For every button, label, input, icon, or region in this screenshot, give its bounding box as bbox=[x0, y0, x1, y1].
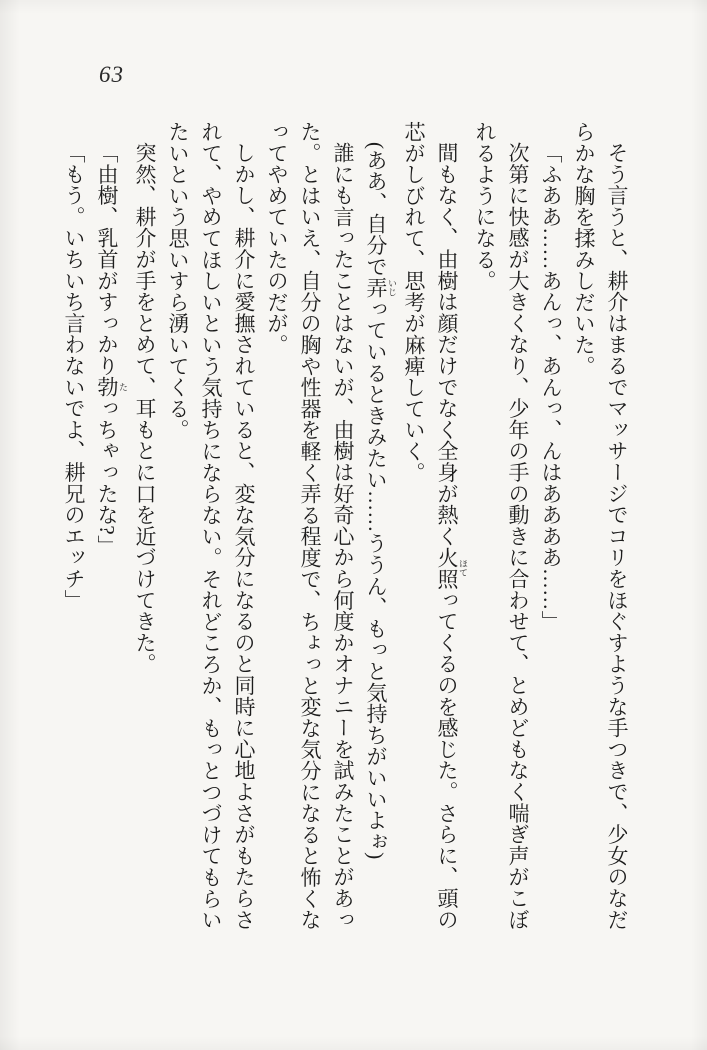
text-line: ってやめていたのだが。 bbox=[265, 121, 289, 356]
text-line: 誰にも言ったことはないが、由樹は好奇心から何度かオナニーを試みたことがあっ bbox=[331, 142, 355, 931]
ruby-annotated-word: 勃 た bbox=[95, 376, 128, 398]
ruby-annotated-word: 弄 いじ bbox=[364, 277, 397, 299]
text-line: 突然、耕介が手をとめて、耳もとに口を近づけてきた。 bbox=[133, 142, 157, 675]
vertical-text-block bbox=[62, 121, 633, 937]
text-line: れるようになる。 bbox=[473, 121, 497, 292]
text-line: れて、やめてほしいという気持ちにならない。それどころか、もっとつづけてもらい bbox=[199, 121, 223, 931]
text-line: たいという思いすら湧いてくる。 bbox=[166, 121, 190, 441]
text-line: (ああ、自分で弄 いじっているときみたい……ううん、もっと気持ちがいいよぉ) bbox=[364, 142, 397, 860]
text-line: そう言うと、耕介はまるでマッサージでコリをほぐすような手つきで、少女のなだ bbox=[605, 142, 629, 931]
text-line: 「ふああ……あんっ、あんっ、んはああああ……」 bbox=[539, 142, 563, 632]
text-line: 「由樹、乳首がすっかり勃 たっちゃったな?」 bbox=[95, 142, 128, 557]
ruby-annotated-word: 火照 ほて bbox=[435, 546, 468, 590]
text-line: 次第に快感が大きくなり、少年の手の動きに合わせて、とめどもなく喘ぎ声がこぼ bbox=[506, 142, 530, 931]
page-number: 63 bbox=[99, 62, 124, 87]
text-line: 間もなく、由樹は顔だけでなく全身が熱く火照 ほてってくるのを感じた。さらに、頭の bbox=[435, 142, 468, 931]
text-line: 芯がしびれて、思考が麻痺していく。 bbox=[402, 121, 426, 484]
text-line: しかし、耕介に愛撫されていると、変な気分になるのと同時に心地よさがもたらさ bbox=[232, 142, 256, 931]
text-line: らかな胸を揉みしだいた。 bbox=[572, 121, 596, 377]
text-line: 「もう。いちいち言わないでよ、耕兄のエッチ」 bbox=[62, 142, 86, 611]
text-line: た。とはいえ、自分の胸や性器を軽く弄る程度で、ちょっと変な気分になると怖くな bbox=[298, 121, 322, 931]
